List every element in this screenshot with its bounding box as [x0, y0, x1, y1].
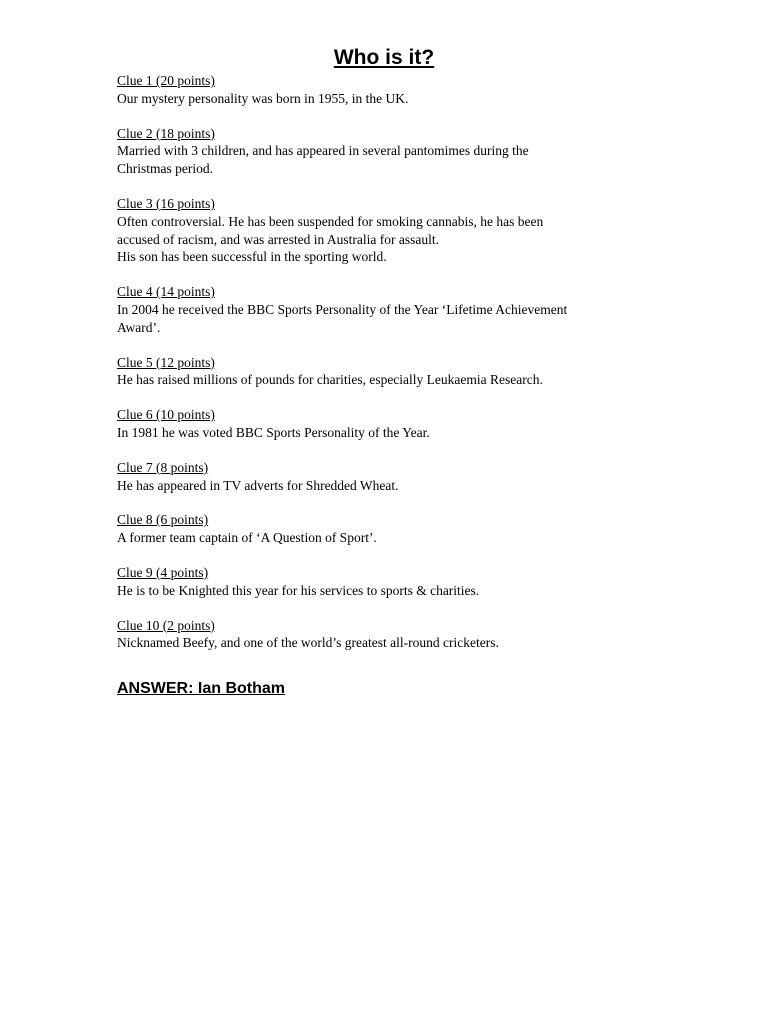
clue-text-line: Nicknamed Beefy, and one of the world’s greatest all-round cricketers.	[117, 635, 499, 651]
clue-text-line: Married with 3 children, and has appeared in several pantomimes during the	[117, 143, 529, 159]
clue-block	[117, 617, 657, 653]
page-title: Who is it?	[333, 46, 435, 69]
clue-heading: Clue 7 (8 points)	[117, 459, 209, 475]
clue-text-line: He has appeared in TV adverts for Shredded Wheat.	[117, 477, 399, 493]
clue-heading: Clue 4 (14 points)	[117, 284, 215, 300]
clue-text-line: accused of racism, and was arrested in Australia for assault.	[117, 231, 440, 247]
clue-text-line: Our mystery personality was born in 1955, in the UK.	[117, 90, 409, 106]
clue-block	[117, 195, 657, 266]
clue-heading: Clue 3 (16 points)	[117, 195, 215, 211]
clue-text-line: In 2004 he received the BBC Sports Personality of the Year ‘Lifetime Achievement	[117, 301, 568, 317]
clue-heading: Clue 10 (2 points)	[117, 617, 215, 633]
clue-heading: Clue 2 (18 points)	[117, 125, 215, 141]
clue-block	[117, 354, 657, 390]
clue-block	[117, 564, 657, 600]
clue-heading: Clue 1 (20 points)	[117, 73, 215, 88]
answer: ANSWER: Ian Botham	[117, 680, 285, 697]
clue-text-line: A former team captain of ‘A Question of Sport’.	[117, 530, 377, 546]
clue-text-line: Christmas period.	[117, 161, 213, 177]
clue-block	[117, 125, 657, 178]
clue-text-line: Often controversial. He has been suspended for smoking cannabis, he has been	[117, 213, 544, 229]
clue-text-line: Award’.	[117, 319, 161, 335]
clue-block	[117, 459, 657, 495]
clue-block	[117, 283, 657, 336]
clue-block	[117, 406, 657, 442]
clue-heading: Clue 9 (4 points)	[117, 564, 209, 580]
clue-text-line: His son has been successful in the sporting world.	[117, 249, 387, 265]
clue-heading: Clue 5 (12 points)	[117, 354, 215, 370]
clue-text-line: He is to be Knighted this year for his services to sports & charities.	[117, 582, 480, 598]
clue-text-line: In 1981 he was voted BBC Sports Personality of the Year.	[117, 424, 430, 440]
clue-block	[117, 72, 657, 108]
clue-list	[117, 72, 657, 669]
clue-block	[117, 511, 657, 547]
clue-text-line: He has raised millions of pounds for charities, especially Leukaemia Research.	[117, 372, 543, 388]
clue-heading: Clue 8 (6 points)	[117, 512, 209, 528]
clue-heading: Clue 6 (10 points)	[117, 407, 215, 423]
